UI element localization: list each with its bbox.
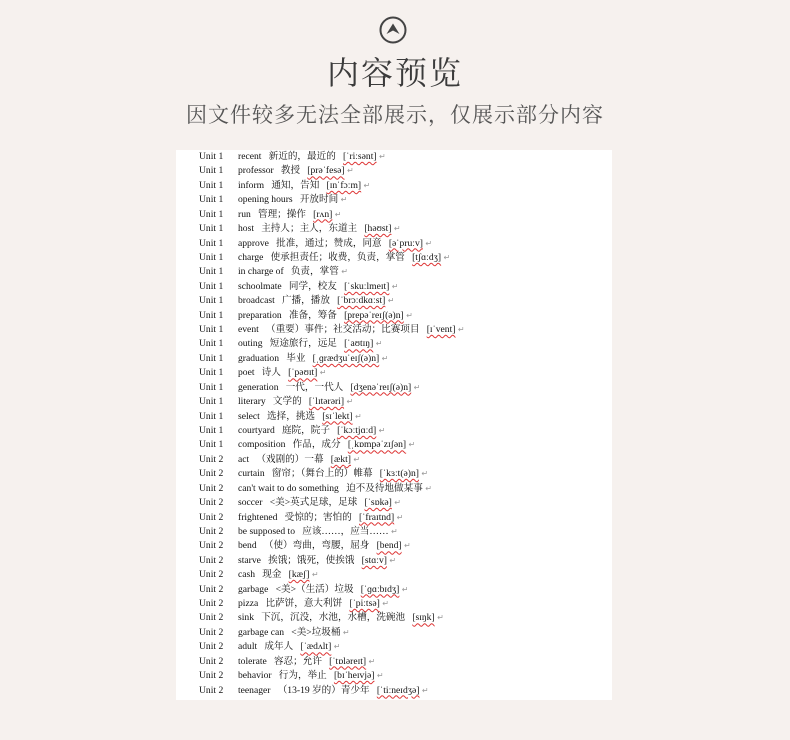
vocab-meaning: 成年人	[264, 641, 294, 653]
return-mark-icon: ↵	[381, 353, 389, 363]
vocab-word: generation	[238, 381, 279, 393]
return-mark-icon: ↵	[413, 382, 421, 392]
vocab-pronunciation: [ækt]	[330, 453, 352, 465]
unit-label: Unit 1	[199, 165, 224, 177]
unit-label: Unit 2	[199, 598, 224, 610]
vocab-word: act	[238, 453, 250, 465]
vocab-meaning: 短途旅行，远足	[269, 338, 337, 350]
vocab-entry	[238, 669, 384, 683]
unit-label: Unit 1	[199, 352, 224, 364]
vocab-entry	[238, 179, 370, 193]
vocab-word: run	[238, 208, 251, 220]
unit-label: Unit 2	[199, 482, 224, 494]
vocab-word: approve	[238, 237, 269, 249]
return-mark-icon: ↵	[353, 454, 361, 464]
vocab-meaning: 通知，告知	[271, 179, 320, 191]
vocab-word: pizza	[238, 598, 259, 610]
vocab-entry	[238, 150, 386, 164]
vocab-entry	[238, 237, 432, 251]
vocab-entry	[238, 222, 401, 236]
vocab-pronunciation: [ɪˈvent]	[426, 324, 456, 336]
vocab-pronunciation: [kæʃ]	[288, 569, 310, 581]
vocab-entry	[238, 395, 353, 409]
vocab-entry	[238, 554, 396, 568]
vocab-pronunciation: [ˈkɔːtjɑːd]	[337, 424, 377, 436]
unit-label: Unit 1	[199, 151, 224, 162]
return-mark-icon: ↵	[425, 483, 432, 493]
vocab-meaning: 准备，筹备	[288, 309, 337, 321]
return-mark-icon: ↵	[333, 642, 341, 652]
vocab-pronunciation: [bend]	[376, 540, 402, 552]
return-mark-icon: ↵	[375, 339, 383, 349]
vocab-meaning: 庭院，院子	[281, 424, 330, 436]
return-mark-icon: ↵	[389, 555, 397, 565]
vocab-entry	[238, 294, 394, 308]
unit-label: Unit 2	[199, 453, 224, 465]
vocab-entry	[238, 366, 326, 380]
vocab-word: select	[238, 410, 260, 422]
return-mark-icon: ↵	[342, 627, 350, 637]
vocab-meaning: 受惊的；害怕的	[284, 511, 352, 523]
unit-label: Unit 1	[199, 179, 224, 191]
vocab-pronunciation: [ˌɡrædʒuˈeɪʃ(ə)n]	[312, 352, 380, 364]
unit-label: Unit 1	[199, 439, 224, 451]
return-mark-icon: ↵	[382, 599, 389, 609]
vocab-word: curtain	[238, 468, 265, 480]
chevron-up-circle-icon	[379, 16, 407, 44]
vocab-entry	[238, 539, 411, 553]
vocab-word: graduation	[238, 352, 280, 364]
vocab-entry	[238, 583, 408, 597]
vocab-pronunciation: [ˈpəʊɪt]	[288, 367, 318, 379]
vocab-word: adult	[238, 641, 258, 653]
vocab-word: frightened	[238, 511, 278, 523]
return-mark-icon: ↵	[346, 397, 354, 407]
vocab-entry	[238, 525, 398, 539]
vocab-pronunciation: [ˈlɪtərəri]	[308, 396, 345, 408]
unit-label: Unit 1	[199, 324, 224, 336]
vocab-meaning: 比萨饼，意大利饼	[265, 598, 343, 610]
unit-label: Unit 1	[199, 208, 224, 220]
vocab-pronunciation: [rʌn]	[313, 208, 333, 220]
return-mark-icon: ↵	[396, 512, 404, 522]
vocab-meaning: 管理；操作	[258, 208, 306, 220]
unit-label: Unit 1	[199, 194, 224, 206]
vocab-meaning: 同学，校友	[288, 280, 337, 292]
vocab-word: schoolmate	[238, 280, 282, 292]
vocab-entry	[238, 337, 382, 351]
vocab-pronunciation: [prepəˈreɪʃ(ə)n]	[344, 309, 404, 321]
unit-label: Unit 2	[199, 497, 224, 509]
vocab-meaning: 选择，挑选	[267, 410, 316, 422]
unit-label: Unit 1	[199, 295, 224, 307]
preview-header	[0, 0, 790, 150]
vocab-meaning: （13-19 岁的）青少年	[277, 684, 370, 696]
return-mark-icon: ↵	[346, 166, 354, 176]
vocab-meaning: 应该……，应当……	[302, 525, 389, 537]
vocab-entry	[238, 511, 403, 525]
vocab-pronunciation: [həʊst]	[364, 223, 392, 235]
vocab-meaning: 教授	[280, 165, 301, 177]
vocab-meaning: 行为，举止	[278, 670, 327, 682]
vocab-entry	[238, 381, 420, 395]
unit-label: Unit 2	[199, 583, 224, 595]
vocab-meaning: 新近的，最近的	[268, 151, 336, 162]
vocab-entry	[238, 684, 429, 698]
vocab-entry	[238, 208, 341, 222]
vocab-entry	[238, 309, 413, 323]
vocab-word: broadcast	[238, 295, 275, 307]
return-mark-icon: ↵	[341, 267, 348, 277]
return-mark-icon: ↵	[378, 425, 386, 435]
vocab-pronunciation: [ˈbrɔːdkɑːst]	[337, 295, 386, 307]
vocab-entry	[238, 482, 432, 496]
vocab-word: bend	[238, 540, 257, 552]
vocab-pronunciation: [ˈskuːlmeɪt]	[344, 280, 390, 292]
unit-label: Unit 2	[199, 468, 224, 480]
return-mark-icon: ↵	[394, 498, 401, 508]
vocab-meaning: （戏剧的）一幕	[256, 453, 324, 465]
vocab-meaning: 容忍；允许	[273, 655, 322, 667]
vocab-pronunciation: [ɪnˈfɔːm]	[326, 179, 362, 191]
vocab-word: outing	[238, 338, 263, 350]
unit-label: Unit 2	[199, 612, 224, 624]
return-mark-icon: ↵	[457, 325, 465, 335]
vocab-meaning: 现金	[262, 569, 282, 581]
vocab-pronunciation: [ˈriːsənt]	[343, 151, 377, 162]
vocab-pronunciation: [ˈpiːtsə]	[349, 598, 380, 610]
vocab-meaning: <美>（生活）垃圾	[275, 583, 354, 595]
unit-label: Unit 1	[199, 367, 224, 379]
vocab-word: be supposed to	[238, 525, 296, 537]
unit-label: Unit 1	[199, 251, 224, 263]
vocab-meaning: 诗人	[261, 367, 281, 379]
unit-label: Unit 2	[199, 655, 224, 667]
return-mark-icon: ↵	[340, 195, 348, 205]
vocab-word: inform	[238, 179, 265, 191]
return-mark-icon: ↵	[408, 440, 416, 450]
vocab-word: teenager	[238, 684, 271, 696]
vocab-meaning: 窗帘；（舞台上的）帷幕	[271, 468, 373, 480]
unit-label: Unit 1	[199, 410, 224, 422]
return-mark-icon: ↵	[421, 685, 429, 695]
return-mark-icon: ↵	[391, 281, 399, 291]
vocab-meaning: （使）弯曲，弯腰，屈身	[263, 540, 370, 552]
vocab-entry	[238, 352, 388, 366]
vocab-pronunciation: [stɑːv]	[361, 554, 387, 566]
vocab-meaning: 主持人；主人，东道主	[261, 223, 358, 235]
vocab-meaning: <美>英式足球，足球	[269, 497, 358, 509]
vocab-entry	[238, 424, 385, 438]
vocab-entry	[238, 626, 350, 640]
vocab-entry	[238, 438, 415, 452]
vocab-pronunciation: [bɪˈheɪvjə]	[333, 670, 375, 682]
vocab-word: recent	[238, 151, 262, 162]
vocab-word: event	[238, 324, 259, 336]
vocab-pronunciation: [ˌkɒmpəˈzɪʃən]	[347, 439, 407, 451]
return-mark-icon: ↵	[376, 671, 384, 681]
return-mark-icon: ↵	[425, 238, 433, 248]
vocab-pronunciation: [ˈaʊtɪŋ]	[344, 338, 374, 350]
vocab-meaning: <美>垃圾桶	[291, 626, 341, 638]
vocab-pronunciation: [prəˈfesə]	[307, 165, 345, 177]
vocab-entry	[238, 193, 347, 207]
vocab-entry	[238, 640, 340, 654]
document-preview	[176, 150, 612, 700]
vocab-meaning: 一代，一代人	[285, 381, 344, 393]
return-mark-icon: ↵	[334, 209, 342, 219]
vocab-word: garbage	[238, 583, 269, 595]
return-mark-icon: ↵	[390, 526, 398, 536]
vocab-entry	[238, 251, 450, 265]
vocab-pronunciation: [ˈtiːneɪdʒə]	[376, 684, 420, 696]
vocab-pronunciation: [ˈædʌlt]	[300, 641, 332, 653]
vocab-word: charge	[238, 251, 264, 263]
vocab-pronunciation: [sɪŋk]	[412, 612, 435, 624]
unit-label: Unit 1	[199, 424, 224, 436]
return-mark-icon: ↵	[421, 469, 429, 479]
unit-label: Unit 1	[199, 338, 224, 350]
vocab-word: courtyard	[238, 424, 275, 436]
vocab-entry	[238, 467, 428, 481]
unit-label: Unit 1	[199, 396, 224, 408]
unit-label: Unit 2	[199, 525, 224, 537]
vocab-pronunciation: [ˈkɜːt(ə)n]	[379, 468, 419, 480]
unit-label: Unit 2	[199, 670, 224, 682]
vocab-word: in charge of	[238, 266, 284, 278]
vocab-entry	[238, 453, 360, 467]
unit-label: Unit 2	[199, 554, 224, 566]
vocab-meaning: 下沉，沉没，水池，水槽，洗碗池	[261, 612, 406, 624]
return-mark-icon: ↵	[319, 368, 327, 378]
unit-label: Unit 2	[199, 641, 224, 653]
unit-label: Unit 2	[199, 684, 224, 696]
vocab-meaning: 批准，通过；赞成，同意	[276, 237, 382, 249]
vocab-word: behavior	[238, 670, 272, 682]
unit-label: Unit 2	[199, 540, 224, 552]
unit-label: Unit 1	[199, 223, 224, 235]
vocab-entry	[238, 164, 354, 178]
vocab-pronunciation: [ˈtɒləreɪt]	[329, 655, 367, 667]
unit-label: Unit 2	[199, 511, 224, 523]
vocab-meaning: 负责，掌管	[290, 266, 339, 278]
vocab-meaning: 广播，播放	[281, 295, 330, 307]
unit-label: Unit 1	[199, 280, 224, 292]
vocab-entry	[238, 655, 375, 669]
vocab-meaning: 作品，成分	[292, 439, 341, 451]
vocab-word: host	[238, 223, 254, 235]
page-title: 内容预览	[326, 54, 463, 92]
vocab-word: poet	[238, 367, 255, 379]
vocab-word: can't wait to do something	[238, 482, 339, 494]
return-mark-icon: ↵	[406, 310, 413, 320]
vocab-entry	[238, 496, 401, 510]
vocab-word: opening hours	[238, 194, 293, 206]
vocab-entry	[238, 410, 362, 424]
unit-label: Unit 1	[199, 266, 224, 278]
vocab-meaning: 文学的	[272, 396, 302, 408]
vocab-meaning: 使承担责任；收费，负责，掌管	[270, 251, 405, 263]
return-mark-icon: ↵	[378, 152, 386, 161]
vocab-entry	[238, 265, 348, 279]
vocab-meaning: 挨饿；饿死，使挨饿	[268, 554, 355, 566]
unit-label: Unit 1	[199, 381, 224, 393]
page-subtitle: 因文件较多无法全部展示，仅展示部分内容	[186, 103, 604, 127]
vocab-meaning: 开放时间	[299, 194, 339, 206]
vocab-word: starve	[238, 554, 261, 566]
return-mark-icon: ↵	[355, 411, 362, 421]
return-mark-icon: ↵	[363, 180, 371, 190]
return-mark-icon: ↵	[437, 613, 444, 623]
vocab-entry	[238, 323, 465, 337]
unit-label: Unit 1	[199, 309, 224, 321]
unit-label: Unit 2	[199, 569, 224, 581]
return-mark-icon: ↵	[443, 252, 451, 262]
vocab-pronunciation: [əˈpruːv]	[388, 237, 423, 249]
vocab-pronunciation: [tʃɑːdʒ]	[412, 251, 442, 263]
vocab-word: preparation	[238, 309, 282, 321]
unit-label: Unit 1	[199, 237, 224, 249]
vocab-meaning: 迫不及待地做某事	[346, 482, 423, 494]
return-mark-icon: ↵	[387, 296, 395, 306]
vocab-entry	[238, 597, 389, 611]
return-mark-icon: ↵	[401, 584, 409, 594]
unit-label: Unit 2	[199, 626, 224, 638]
vocab-entry	[238, 568, 319, 582]
vocab-word: soccer	[238, 497, 263, 509]
vocab-word: sink	[238, 612, 254, 624]
vocab-entry	[238, 611, 444, 625]
vocab-word: composition	[238, 439, 286, 451]
vocab-pronunciation: [ˈɡɑːbɪdʒ]	[360, 583, 400, 595]
vocab-pronunciation: [dʒenəˈreɪʃ(ə)n]	[350, 381, 412, 393]
return-mark-icon: ↵	[404, 541, 411, 551]
vocab-word: literary	[238, 396, 266, 408]
vocab-pronunciation: [sɪˈlekt]	[322, 410, 353, 422]
vocab-word: professor	[238, 165, 274, 177]
vocab-entry	[238, 280, 398, 294]
vocab-meaning: 毕业	[286, 352, 306, 364]
return-mark-icon: ↵	[368, 656, 376, 666]
vocab-pronunciation: [ˈfraɪtnd]	[359, 511, 395, 523]
vocab-word: cash	[238, 569, 256, 581]
vocab-word: garbage can	[238, 626, 285, 638]
return-mark-icon: ↵	[311, 570, 319, 580]
return-mark-icon: ↵	[393, 224, 401, 234]
vocab-word: tolerate	[238, 655, 267, 667]
vocab-meaning: （重要）事件；社交活动；比赛项目	[265, 324, 420, 336]
vocab-pronunciation: [ˈsɒkə]	[364, 497, 392, 509]
